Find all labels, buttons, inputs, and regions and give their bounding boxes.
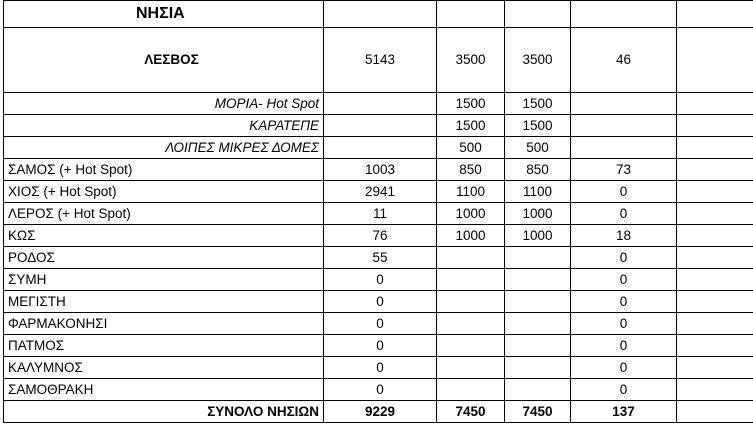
row-name: ΚΑΛΥΜΝΟΣ <box>4 357 324 379</box>
row-name: ΜΟΡΙΑ- Hot Spot <box>4 93 324 115</box>
row-name: ΣΑΜΟΘΡΑΚΗ <box>4 379 324 401</box>
row-name: ΛΕΡΟΣ (+ Hot Spot) <box>4 203 324 225</box>
table-row-total <box>4 401 753 423</box>
cell-value-3: 3500 <box>505 28 571 93</box>
cell-value-4 <box>571 93 677 115</box>
cell-value-2: 7450 <box>437 401 505 423</box>
cell-value-3: 1000 <box>505 203 571 225</box>
cell-value-4: 137 <box>571 401 677 423</box>
cell-value-1: 0 <box>324 291 437 313</box>
cell-value-3: 1500 <box>505 93 571 115</box>
table-title: ΝΗΣΙΑ <box>4 1 324 28</box>
cell-value-3 <box>505 379 571 401</box>
cell-value-1 <box>324 115 437 137</box>
cell-value-2 <box>437 335 505 357</box>
table-row <box>4 291 753 313</box>
row-name: ΣΥΝΟΛΟ ΝΗΣΙΩΝ <box>4 401 324 423</box>
table-row <box>4 269 753 291</box>
row-name: ΛΕΣΒΟΣ <box>4 28 324 93</box>
cell-value-3 <box>505 313 571 335</box>
cell-value-2: 1500 <box>437 115 505 137</box>
cell-value-2 <box>437 357 505 379</box>
title-row <box>4 1 753 28</box>
table-row <box>4 181 753 203</box>
cell-value-1: 0 <box>324 313 437 335</box>
cell-value-1: 2941 <box>324 181 437 203</box>
cell-value-3 <box>505 335 571 357</box>
cell-value-3 <box>505 247 571 269</box>
cell-value-1 <box>324 137 437 159</box>
cell-value-4: 0 <box>571 247 677 269</box>
cell-value-1: 0 <box>324 335 437 357</box>
table-row <box>4 225 753 247</box>
cell-value-4: 0 <box>571 181 677 203</box>
row-name: ΦΑΡΜΑΚΟΝΗΣΙ <box>4 313 324 335</box>
cell-value-2 <box>437 379 505 401</box>
cell-value-3: 500 <box>505 137 571 159</box>
table-row <box>4 379 753 401</box>
cell-value-1: 0 <box>324 357 437 379</box>
table-row <box>4 159 753 181</box>
row-name: ΛΟΙΠΕΣ ΜΙΚΡΕΣ ΔΟΜΕΣ <box>4 137 324 159</box>
cell-value-2: 1100 <box>437 181 505 203</box>
cell-value-2: 1000 <box>437 203 505 225</box>
cell-value-3: 1100 <box>505 181 571 203</box>
cell-value-1: 11 <box>324 203 437 225</box>
cell-value-4: 46 <box>571 28 677 93</box>
row-name: ΣΥΜΗ <box>4 269 324 291</box>
cell-value-3: 850 <box>505 159 571 181</box>
cell-value-2 <box>437 247 505 269</box>
cell-value-4: 0 <box>571 203 677 225</box>
cell-value-4: 0 <box>571 269 677 291</box>
cell-value-3 <box>505 357 571 379</box>
cell-value-4: 0 <box>571 335 677 357</box>
cell-value-4 <box>571 115 677 137</box>
cell-value-3: 7450 <box>505 401 571 423</box>
cell-value-3: 1000 <box>505 225 571 247</box>
cell-value-1: 0 <box>324 379 437 401</box>
table-row <box>4 93 753 115</box>
table-row <box>4 137 753 159</box>
cell-value-3 <box>505 291 571 313</box>
cell-value-2 <box>437 313 505 335</box>
cell-value-1: 9229 <box>324 401 437 423</box>
cell-value-2: 500 <box>437 137 505 159</box>
cell-value-2: 1500 <box>437 93 505 115</box>
cell-value-2 <box>437 291 505 313</box>
cell-value-1 <box>324 93 437 115</box>
cell-value-2: 850 <box>437 159 505 181</box>
cell-value-1: 5143 <box>324 28 437 93</box>
table-row <box>4 357 753 379</box>
cell-value-4: 73 <box>571 159 677 181</box>
table-row <box>4 313 753 335</box>
cell-value-2: 3500 <box>437 28 505 93</box>
table-row <box>4 335 753 357</box>
table-row-lesvos <box>4 28 753 93</box>
row-name: ΣΑΜΟΣ (+ Hot Spot) <box>4 159 324 181</box>
cell-value-3 <box>505 269 571 291</box>
table-row <box>4 247 753 269</box>
row-name: ΚΑΡΑΤΕΠΕ <box>4 115 324 137</box>
row-name: ΧΙΟΣ (+ Hot Spot) <box>4 181 324 203</box>
cell-value-1: 76 <box>324 225 437 247</box>
table-row <box>4 115 753 137</box>
row-name: ΜΕΓΙΣΤΗ <box>4 291 324 313</box>
row-name: ΠΑΤΜΟΣ <box>4 335 324 357</box>
row-name: ΡΟΔΟΣ <box>4 247 324 269</box>
table-row <box>4 203 753 225</box>
cell-value-4: 0 <box>571 357 677 379</box>
cell-value-4: 0 <box>571 313 677 335</box>
cell-value-4: 0 <box>571 291 677 313</box>
cell-value-1: 1003 <box>324 159 437 181</box>
cell-value-1: 55 <box>324 247 437 269</box>
cell-value-4 <box>571 137 677 159</box>
cell-value-3: 1500 <box>505 115 571 137</box>
cell-value-2 <box>437 269 505 291</box>
islands-table <box>3 0 753 423</box>
cell-value-4: 0 <box>571 379 677 401</box>
row-name: ΚΩΣ <box>4 225 324 247</box>
cell-value-2: 1000 <box>437 225 505 247</box>
cell-value-4: 18 <box>571 225 677 247</box>
cell-value-1: 0 <box>324 269 437 291</box>
